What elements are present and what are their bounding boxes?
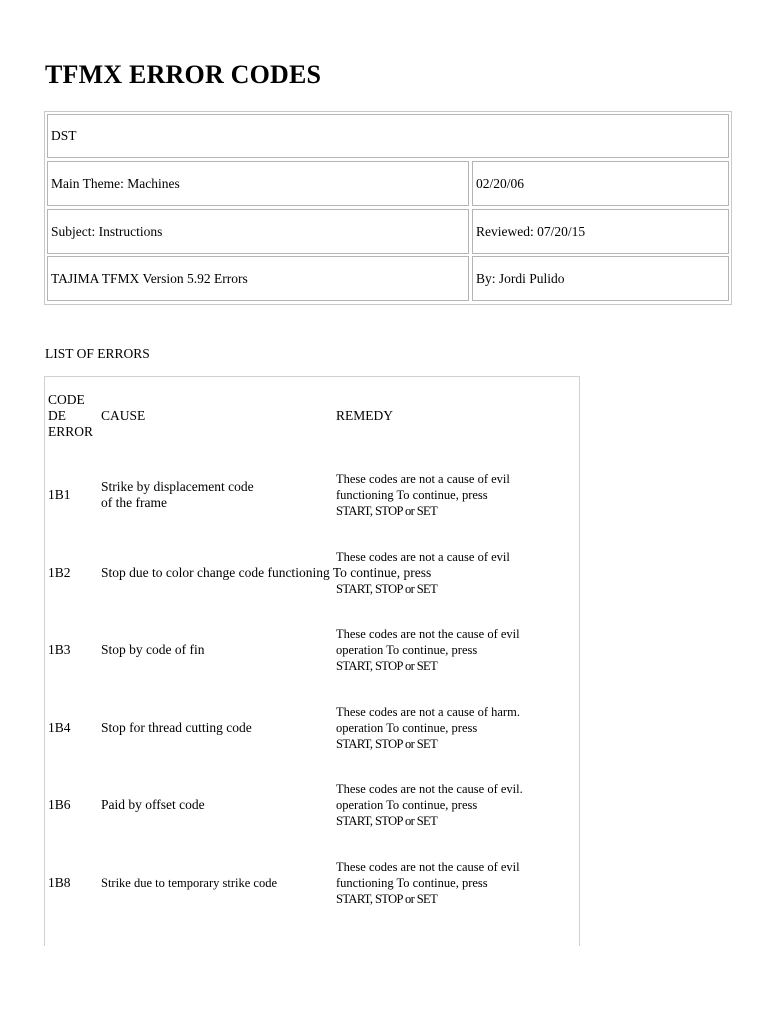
error-remedy [336,626,520,674]
error-remedy [336,471,510,519]
table-row [45,618,579,682]
error-cause: Stop by code of fin [101,642,205,657]
error-remedy [336,704,520,752]
error-code: 1B3 [48,642,71,657]
document-info-table [44,111,732,305]
error-cause: Paid by offset code [101,797,205,812]
list-of-errors-heading: LIST OF ERRORS [45,346,150,361]
header-code-line: DE [48,408,66,423]
error-remedy-line: START, STOP or SET [336,582,438,596]
error-remedy-line: functioning To continue, press [336,488,488,502]
error-cause: Stop for thread cutting code [101,720,252,735]
error-cause-line: of the frame [101,495,167,510]
error-remedy-line: START, STOP or SET [336,737,438,751]
error-remedy-line: operation To continue, press [336,643,478,657]
page-title: TFMX ERROR CODES [45,60,322,89]
error-remedy-line: functioning To continue, press [336,876,488,890]
error-remedy-line: These codes are not the cause of evil [336,860,520,874]
table-row [45,851,579,915]
error-remedy-line: START, STOP or SET [336,814,438,828]
error-cause: Strike due to temporary strike code [101,876,277,890]
error-cause: Stop due to color change code functioning To continue, press [101,565,432,580]
dst-cell: DST [47,114,729,158]
error-code: 1B1 [48,487,71,502]
error-remedy-line: These codes are not a cause of evil [336,472,510,486]
error-code: 1B2 [48,565,71,580]
header-code-line: CODE [48,392,85,407]
error-remedy [336,859,520,907]
main-theme-cell: Main Theme: Machines [47,161,469,206]
error-remedy-line: These codes are not the cause of evil. [336,782,523,796]
errors-table [44,376,580,946]
table-row [45,463,579,527]
error-remedy-line: These codes are not a cause of harm. [336,705,520,719]
error-cause-line: Strike by displacement code [101,479,254,494]
header-cause: CAUSE [101,408,146,423]
error-remedy-line: These codes are not the cause of evil [336,627,520,641]
table-row [45,773,579,837]
header-code [48,392,108,440]
error-remedy-line: START, STOP or SET [336,504,438,518]
error-remedy [336,781,523,829]
error-remedy-line [336,565,510,581]
error-code: 1B8 [48,875,71,890]
table-row [45,696,579,760]
error-code: 1B4 [48,720,71,735]
date-cell: 02/20/06 [472,161,729,206]
version-cell: TAJIMA TFMX Version 5.92 Errors [47,256,469,301]
author-cell: By: Jordi Pulido [472,256,729,301]
subject-cell: Subject: Instructions [47,209,469,254]
error-remedy-line: These codes are not a cause of evil [336,550,510,564]
error-code: 1B6 [48,797,71,812]
error-remedy-line: START, STOP or SET [336,659,438,673]
table-row [45,541,579,605]
header-code-line: ERROR [48,424,94,439]
error-remedy [336,549,510,597]
error-cause [101,479,254,511]
error-remedy-line: operation To continue, press [336,798,478,812]
error-remedy-line: operation To continue, press [336,721,478,735]
error-remedy-line: START, STOP or SET [336,892,438,906]
reviewed-cell: Reviewed: 07/20/15 [472,209,729,254]
header-remedy: REMEDY [336,408,393,423]
